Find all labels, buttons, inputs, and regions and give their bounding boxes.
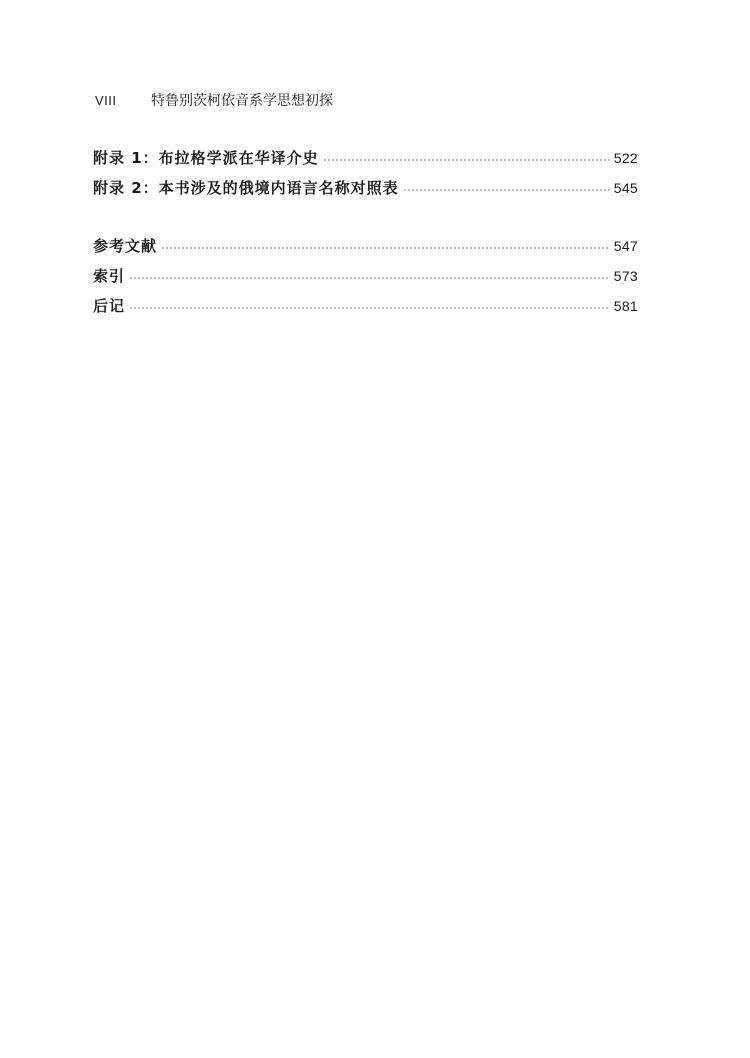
toc-entry-page: 581	[613, 298, 638, 314]
toc-entry-appendix-2[interactable]	[93, 175, 638, 197]
toc-entry-page: 545	[613, 180, 638, 196]
book-title: 特鲁别茨柯依音系学思想初探	[151, 93, 333, 109]
toc-entry-afterword[interactable]	[93, 293, 638, 315]
toc-entry-label: 索引	[93, 267, 126, 285]
toc-entry-label: 附录 1：布拉格学派在华译介史	[93, 149, 319, 167]
dot-leader	[323, 159, 610, 161]
page-folio: VIII	[95, 92, 117, 108]
dot-leader	[403, 189, 610, 191]
toc-entry-label: 后记	[93, 297, 126, 315]
toc-entry-label: 参考文献	[93, 237, 158, 255]
toc-entry-page: 522	[613, 150, 638, 166]
dot-leader	[129, 307, 610, 309]
running-head	[95, 90, 333, 110]
toc-entry-page: 547	[613, 238, 638, 254]
dot-leader	[129, 277, 610, 279]
toc-entry-references[interactable]	[93, 233, 638, 255]
toc-entry-label: 附录 2：本书涉及的俄境内语言名称对照表	[93, 179, 399, 197]
toc-entry-page: 573	[613, 268, 638, 284]
toc-entry-index[interactable]	[93, 263, 638, 285]
dot-leader	[161, 247, 610, 249]
toc-entry-appendix-1[interactable]	[93, 145, 638, 167]
